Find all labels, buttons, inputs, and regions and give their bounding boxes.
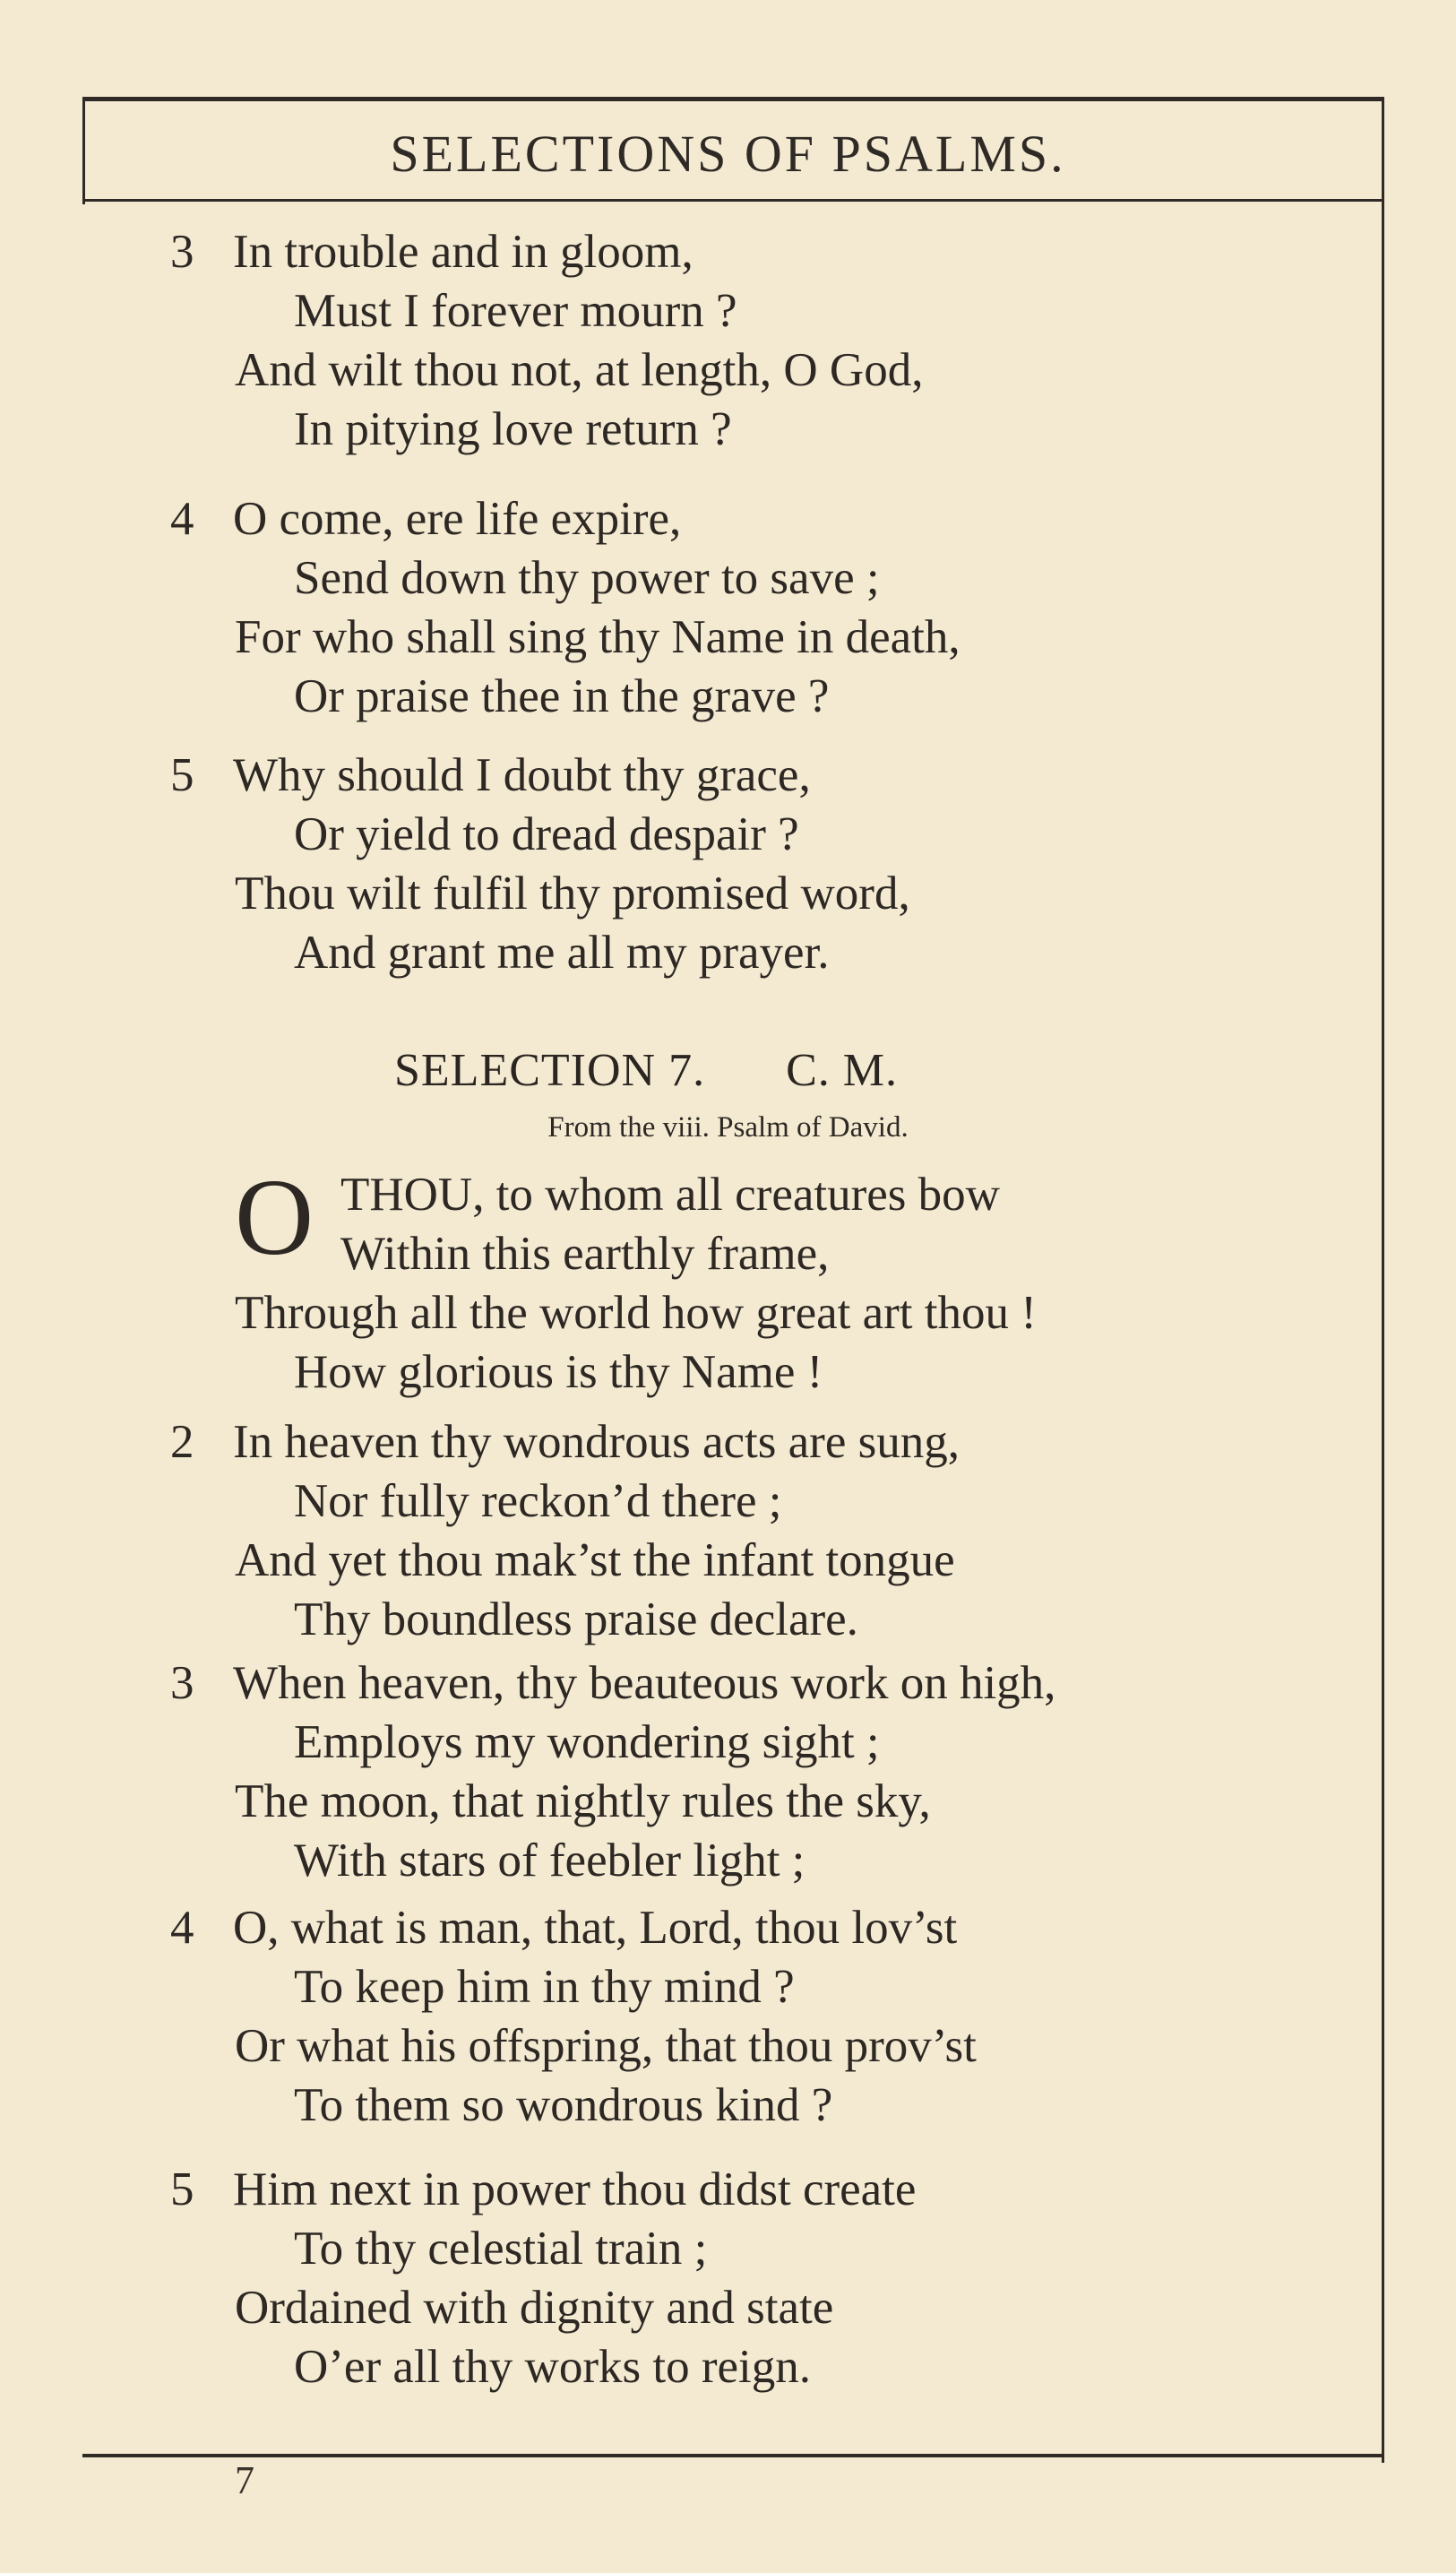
stanza-1-selection — [170, 1157, 1362, 1402]
verse-line: To thy celestial train ; — [294, 2223, 708, 2275]
page-number: 7 — [235, 2458, 254, 2502]
selection-meter: C. M. — [786, 1045, 899, 1096]
header-bottom-rule — [82, 199, 1384, 202]
stanza-3-top — [170, 222, 1362, 459]
footer-rule — [82, 2454, 1384, 2457]
verse-line: O’er all thy works to reign. — [294, 2341, 811, 2393]
verse-line: To them so wondrous kind ? — [294, 2079, 833, 2131]
verse-line: Nor fully reckon’d there ; — [294, 1475, 782, 1527]
stanza-4-top — [170, 489, 1362, 726]
verse-line: 3 When heaven, thy beauteous work on high, — [170, 1653, 1362, 1713]
selection-heading — [394, 1044, 898, 1097]
stanza-number: 5 — [170, 2163, 194, 2215]
selection-source: From the viii. Psalm of David. — [547, 1111, 909, 1144]
verse-line: How glorious is thy Name ! — [294, 1346, 823, 1398]
stanza-number: 2 — [170, 1416, 194, 1468]
verse-line: 4 O, what is man, that, Lord, thou lov’st — [170, 1898, 1362, 1957]
verse-line: 4 O come, ere life expire, — [170, 489, 1362, 548]
stanza-number: 5 — [170, 749, 194, 801]
verse-line: Within this earthly frame, — [340, 1228, 830, 1280]
stanza-5-selection — [170, 2160, 1362, 2396]
page-title: SELECTIONS OF PSALMS. — [390, 125, 1066, 183]
verse-line: Ordained with dignity and state — [235, 2282, 834, 2334]
stanza-3-selection — [170, 1653, 1362, 1890]
verse-line: Employs my wondering sight ; — [294, 1716, 880, 1768]
verse-line: 3 In trouble and in gloom, — [170, 222, 1362, 281]
verse-line: 5 Why should I doubt thy grace, — [170, 746, 1362, 805]
stanza-5-top — [170, 746, 1362, 982]
drop-cap: O — [235, 1157, 314, 1278]
stanza-number: 4 — [170, 1902, 194, 1954]
verse-line: Send down thy power to save ; — [294, 552, 880, 604]
verse-line: Through all the world how great art thou ! — [235, 1287, 1037, 1339]
verse-line: And grant me all my prayer. — [294, 927, 830, 979]
stanza-4-selection — [170, 1898, 1362, 2135]
verse-line: With stars of feebler light ; — [294, 1835, 806, 1887]
verse-line: Or yield to dread despair ? — [294, 808, 799, 860]
verse-line: Thy boundless praise declare. — [294, 1593, 858, 1645]
verse-line: Must I forever mourn ? — [294, 285, 737, 337]
verse-line: And wilt thou not, at length, O God, — [235, 344, 924, 396]
verse-line: To keep him in thy mind ? — [294, 1961, 795, 2013]
verse-line: Thou wilt fulfil thy promised word, — [235, 868, 910, 920]
verse-line: 2 In heaven thy wondrous acts are sung, — [170, 1412, 1362, 1472]
verse-line: In pitying love return ? — [294, 403, 732, 455]
verse-line: THOU, to whom all creatures bow — [340, 1169, 1000, 1221]
stanza-2-selection — [170, 1412, 1362, 1649]
selection-title: SELECTION 7. — [394, 1045, 706, 1096]
stanza-number: 4 — [170, 493, 194, 545]
verse-line: 5 Him next in power thou didst create — [170, 2160, 1362, 2219]
verse-line: Or praise thee in the grave ? — [294, 670, 830, 722]
verse-line: For who shall sing thy Name in death, — [235, 611, 961, 663]
verse-line: And yet thou mak’st the infant tongue — [235, 1534, 955, 1586]
stanza-number: 3 — [170, 1657, 194, 1709]
verse-line: The moon, that nightly rules the sky, — [235, 1775, 931, 1827]
verse-line: Or what his offspring, that thou prov’st — [235, 2020, 977, 2072]
stanza-number: 3 — [170, 226, 194, 278]
header-top-rule — [82, 97, 1384, 101]
right-border-rule — [1382, 97, 1384, 2463]
